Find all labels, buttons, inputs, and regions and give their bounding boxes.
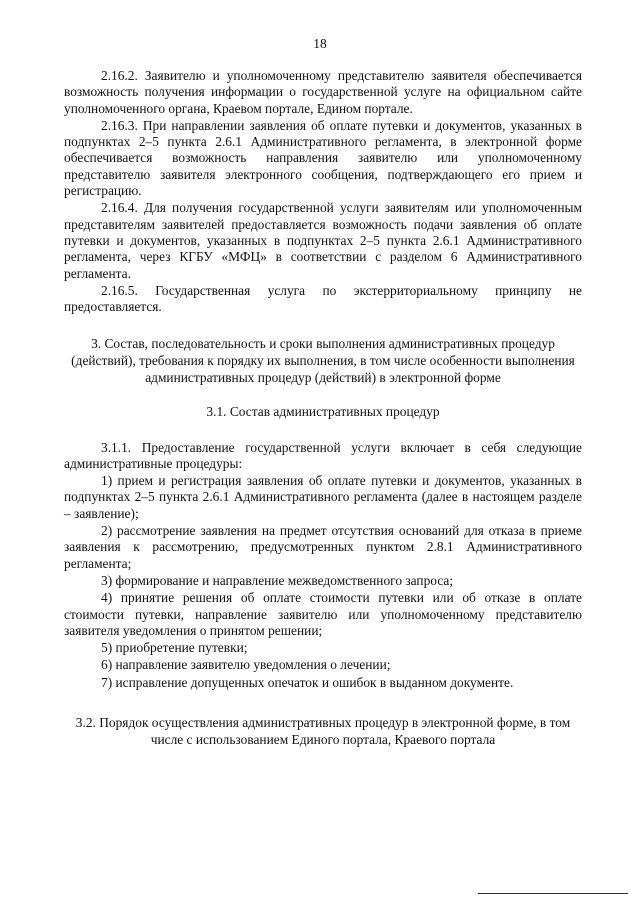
footer-rule — [478, 893, 628, 894]
subsection-3-1-heading: 3.1. Состав административных процедур — [206, 404, 440, 420]
section-3-heading: 3. Состав, последовательность и сроки выполнения административных процедур (действий), требования к порядку их выполнения, в том числе особенности выполнения административных процедур (действий) в электронной форме — [71, 336, 575, 385]
paragraph-3-1-1: 3.1.1. Предоставление государственной услуги включает в себя следующие административные процедуры: — [64, 439, 582, 471]
page-number: 18 — [313, 36, 327, 51]
list-item-1: 1) прием и регистрация заявления об оплате путевки и документов, указанных в подпунктах 2–5 пункта 2.6.1 Административного регламента (далее в настоящем разделе – заявление); — [64, 473, 582, 521]
paragraph-2-16-2: 2.16.2. Заявителю и уполномоченному представителю заявителя обеспечивается возможность получения информации о государственной услуге на официальном сайте уполномоченного органа, Краевом портале, Едином портале. — [64, 68, 582, 116]
list-item-4: 4) принятие решения об оплате стоимости путевки или об отказе в оплате стоимости путевки, направление заявителю или уполномоченному представителю заявителя уведомления о принятом решении; — [64, 590, 582, 638]
page-body — [64, 68, 582, 748]
list-item-5: 5) приобретение путевки; — [101, 640, 248, 656]
paragraph-2-16-4: 2.16.4. Для получения государственной услуги заявителям или уполномоченным представителям заявителей предоставляется возможность подачи заявления об оплате путевки и документов, указанных в подпунктах 2–5 пункта 2.6.1 Административного регламента, через КГБУ «МФЦ» в соответствии с разделом 6 Административного регламента. — [64, 200, 582, 281]
paragraph-2-16-3: 2.16.3. При направлении заявления об оплате путевки и документов, указанных в подпунктах 2–5 пункта 2.6.1 Административного регламента, в электронной форме обеспечивается возможность направления заявителю или уполномоченному представителю заявителя электронного сообщения, подтверждающего его прием и регистрацию. — [64, 117, 582, 199]
list-item-2: 2) рассмотрение заявления на предмет отсутствия оснований для отказа в приеме заявления к рассмотрению, предусмотренных пунктом 2.8.1 Административного регламента; — [64, 523, 582, 571]
paragraph-2-16-5: 2.16.5. Государственная услуга по экстерриториальному принципу не предоставляется. — [64, 282, 582, 315]
list-item-3: 3) формирование и направление межведомственного запроса; — [101, 572, 454, 588]
subsection-3-2-heading: 3.2. Порядок осуществления административных процедур в электронной форме, в том числе с использованием Единого портала, Краевого портала — [75, 714, 571, 747]
list-item-7: 7) исправление допущенных опечаток и ошибок в выданном документе. — [101, 674, 514, 690]
list-item-6: 6) направление заявителю уведомления о лечении; — [101, 657, 391, 673]
